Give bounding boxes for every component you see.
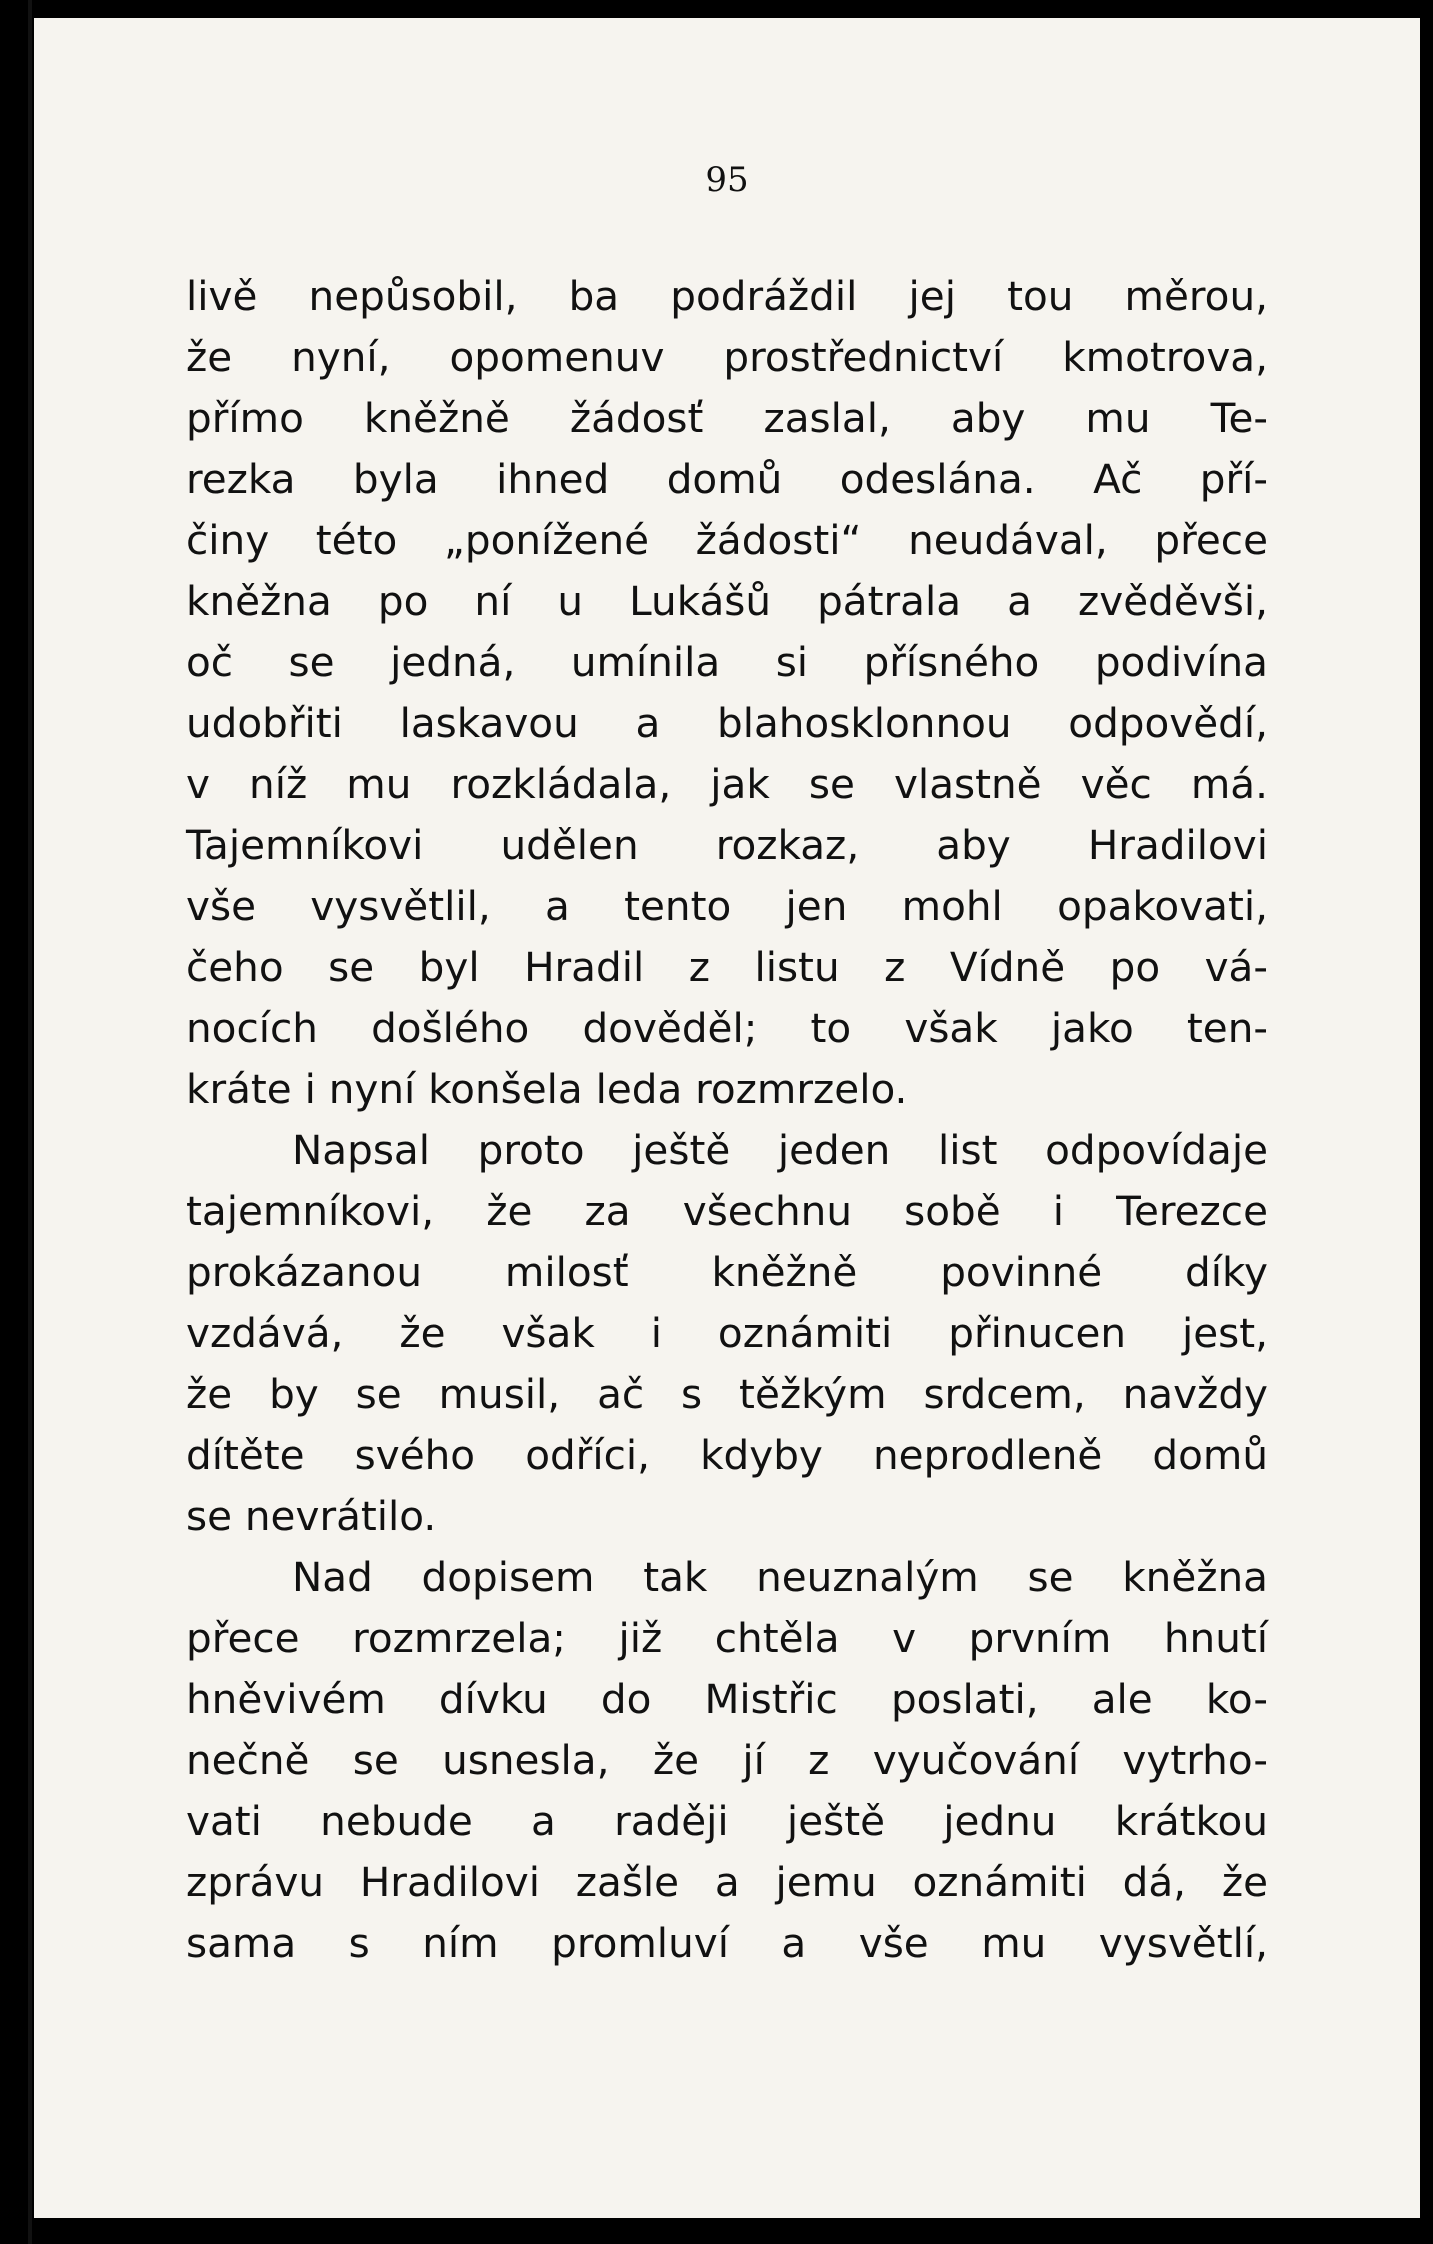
text-line: prokázanou milosť kněžně povinné díky <box>186 1248 1268 1296</box>
text-line: tajemníkovi, že za všechnu sobě i Terezce <box>186 1187 1268 1235</box>
text-line: vzdává, že však i oznámiti přinucen jest, <box>186 1309 1268 1357</box>
text-line: Napsal proto ještě jeden list odpovídaje <box>292 1126 1268 1174</box>
text-line: vati nebude a raději ještě jednu krátkou <box>186 1797 1268 1845</box>
text-line: čeho se byl Hradil z listu z Vídně po vá- <box>186 943 1268 991</box>
text-line: v níž mu rozkládala, jak se vlastně věc má. <box>186 760 1268 808</box>
book-page <box>34 18 1420 2218</box>
text-line: nečně se usnesla, že jí z vyučování vytrho- <box>186 1736 1268 1784</box>
text-line: že by se musil, ač s těžkým srdcem, navždy <box>186 1370 1268 1418</box>
text-body <box>186 266 1268 1974</box>
binding-gutter <box>28 0 32 2244</box>
text-line: kněžna po ní u Lukášů pátrala a zvěděvši, <box>186 577 1268 625</box>
text-line: nocích došlého dověděl; to však jako ten- <box>186 1004 1268 1052</box>
text-line: zprávu Hradilovi zašle a jemu oznámiti dá, že <box>186 1858 1268 1906</box>
text-line: se nevrátilo. <box>186 1492 437 1540</box>
page-number: 95 <box>705 160 749 200</box>
text-line: rezka byla ihned domů odeslána. Ač pří- <box>186 455 1268 503</box>
text-line: přímo kněžně žádosť zaslal, aby mu Te- <box>186 394 1268 442</box>
text-line: sama s ním promluví a vše mu vysvětlí, <box>186 1919 1268 1967</box>
paragraph-1 <box>186 266 1268 1120</box>
paragraph-3 <box>186 1547 1268 1974</box>
text-line: livě nepůsobil, ba podráždil jej tou měrou, <box>186 272 1268 320</box>
text-line: přece rozmrzela; již chtěla v prvním hnutí <box>186 1614 1268 1662</box>
text-line: činy této „ponížené žádosti“ neudával, přece <box>186 516 1268 564</box>
paragraph-2 <box>186 1120 1268 1547</box>
text-line: Tajemníkovi udělen rozkaz, aby Hradilovi <box>186 821 1268 869</box>
text-line: oč se jedná, umínila si přísného podivína <box>186 638 1268 686</box>
text-line: hněvivém dívku do Mistřic poslati, ale ko- <box>186 1675 1268 1723</box>
text-line: že nyní, opomenuv prostřednictví kmotrova, <box>186 333 1268 381</box>
text-line: Nad dopisem tak neuznalým se kněžna <box>292 1553 1268 1601</box>
text-line: dítěte svého odříci, kdyby neprodleně domů <box>186 1431 1268 1479</box>
text-line: udobřiti laskavou a blahosklonnou odpovědí, <box>186 699 1268 747</box>
text-line: kráte i nyní konšela leda rozmrzelo. <box>186 1065 908 1113</box>
text-line: vše vysvětlil, a tento jen mohl opakovati, <box>186 882 1268 930</box>
